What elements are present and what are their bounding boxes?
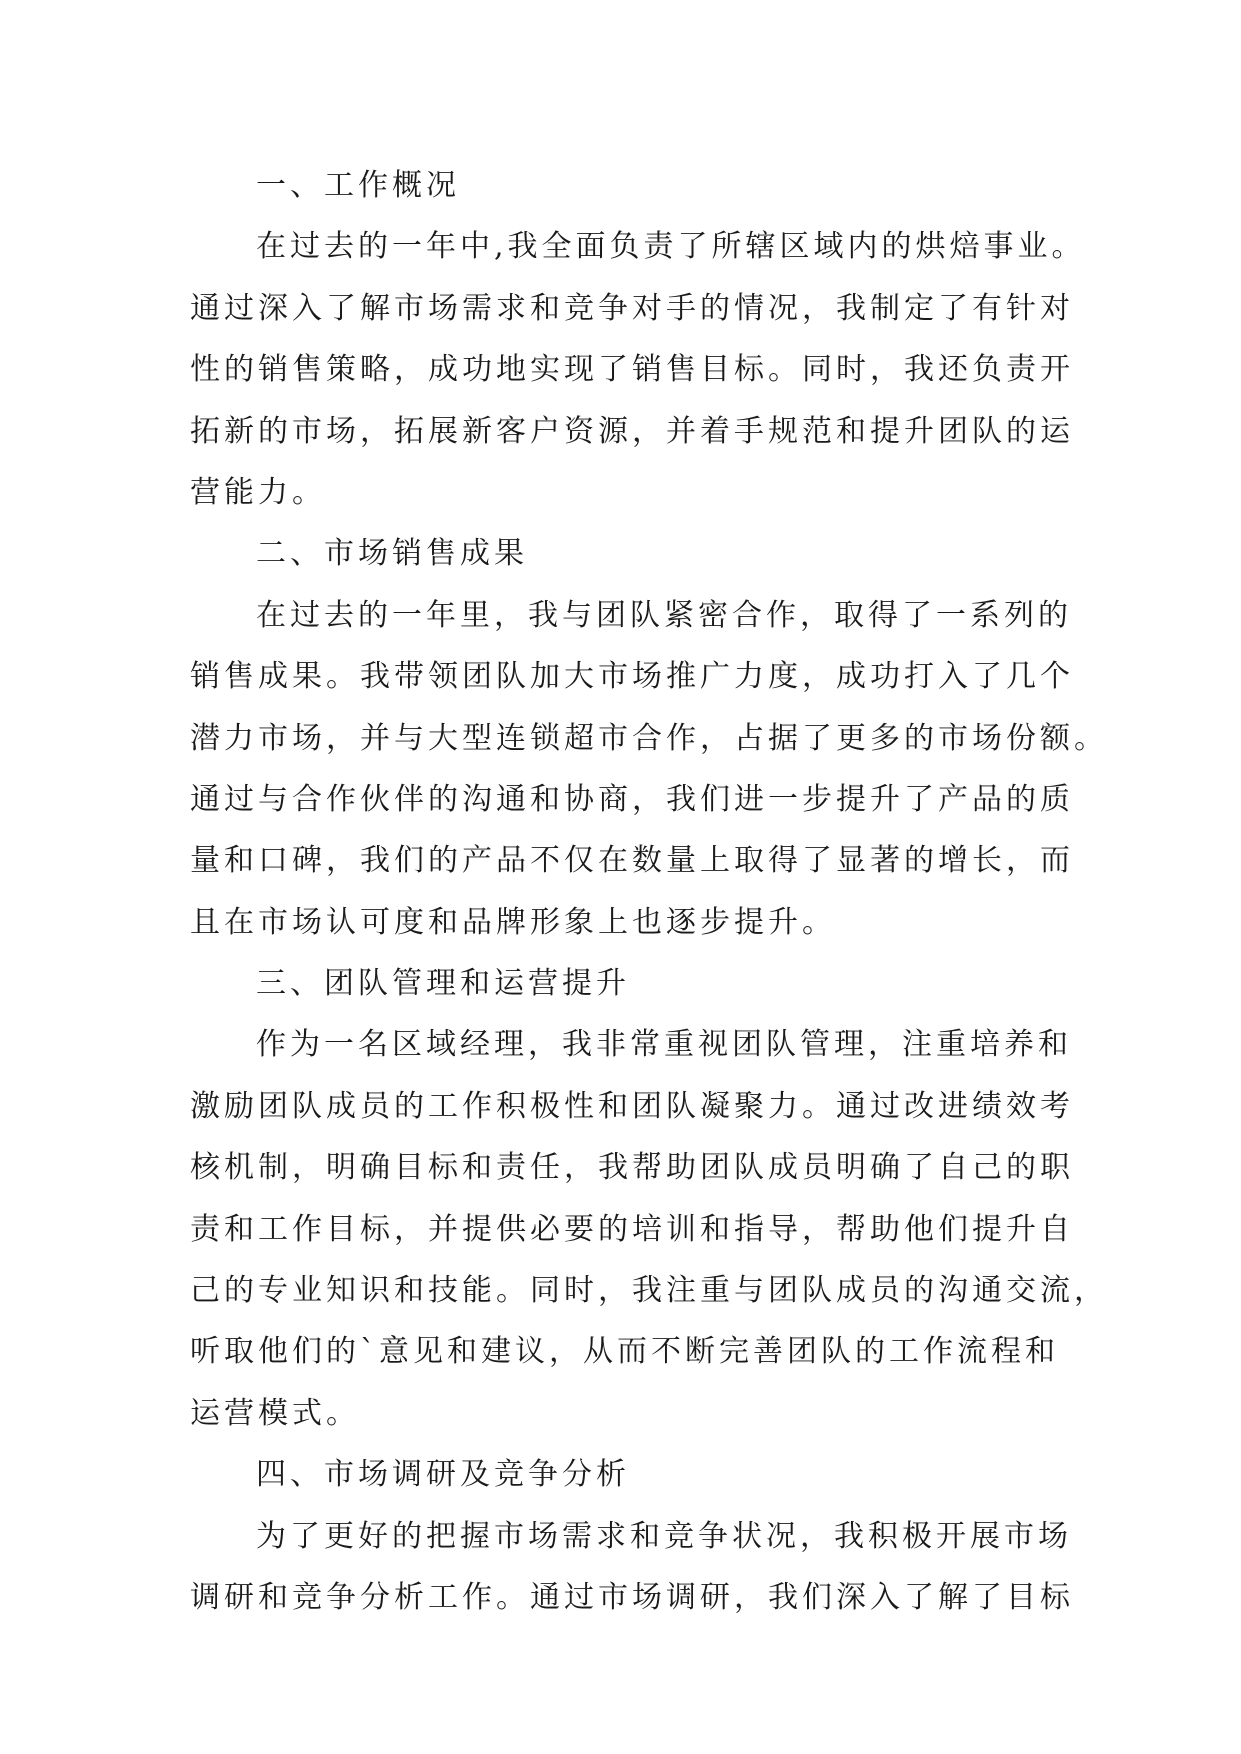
- paragraph-line: 在过去的一年里，我与团队紧密合作，取得了一系列的: [256, 597, 1072, 633]
- paragraph-line: 且在市场认可度和品牌形象上也逐步提升。: [190, 904, 836, 940]
- paragraph-line: 听取他们的`意见和建议，从而不断完善团队的工作流程和: [190, 1334, 1059, 1370]
- paragraph-line: 核机制，明确目标和责任，我帮助团队成员明确了自己的职: [190, 1150, 1074, 1186]
- paragraph-line: 通过深入了解市场需求和竞争对手的情况，我制定了有针对: [190, 290, 1074, 326]
- paragraph-line: 在过去的一年中,我全面负责了所辖区域内的烘焙事业。: [256, 229, 1086, 265]
- paragraph-line: 调研和竞争分析工作。通过市场调研，我们深入了解了目标: [190, 1579, 1074, 1615]
- paragraph-line: 营能力。: [190, 474, 326, 510]
- paragraph-line: 拓新的市场，拓展新客户资源，并着手规范和提升团队的运: [190, 413, 1074, 449]
- paragraph-line: 性的销售策略，成功地实现了销售目标。同时，我还负责开: [190, 352, 1074, 388]
- paragraph-line: 己的专业知识和技能。同时，我注重与团队成员的沟通交流，: [190, 1273, 1108, 1309]
- document-body: [190, 155, 1108, 1628]
- section-heading-overview: 一、工作概况: [256, 168, 460, 203]
- section-heading-sales: 二、市场销售成果: [256, 536, 528, 572]
- paragraph-line: 运营模式。: [190, 1395, 360, 1431]
- paragraph-line: 潜力市场，并与大型连锁超市合作，占据了更多的市场份额。: [190, 720, 1108, 756]
- paragraph-line: 通过与合作伙伴的沟通和协商，我们进一步提升了产品的质: [190, 781, 1074, 817]
- section-heading-research: 四、市场调研及竞争分析: [256, 1457, 630, 1493]
- paragraph-line: 作为一名区域经理，我非常重视团队管理，注重培养和: [256, 1027, 1072, 1063]
- section-heading-team: 三、团队管理和运营提升: [256, 966, 630, 1002]
- paragraph-line: 销售成果。我带领团队加大市场推广力度，成功打入了几个: [190, 659, 1074, 695]
- paragraph-line: 为了更好的把握市场需求和竞争状况，我积极开展市场: [256, 1518, 1072, 1554]
- paragraph-line: 量和口碑，我们的产品不仅在数量上取得了显著的增长，而: [190, 843, 1074, 879]
- paragraph-line: 激励团队成员的工作积极性和团队凝聚力。通过改进绩效考: [190, 1088, 1074, 1124]
- paragraph-line: 责和工作目标，并提供必要的培训和指导，帮助他们提升自: [190, 1211, 1074, 1247]
